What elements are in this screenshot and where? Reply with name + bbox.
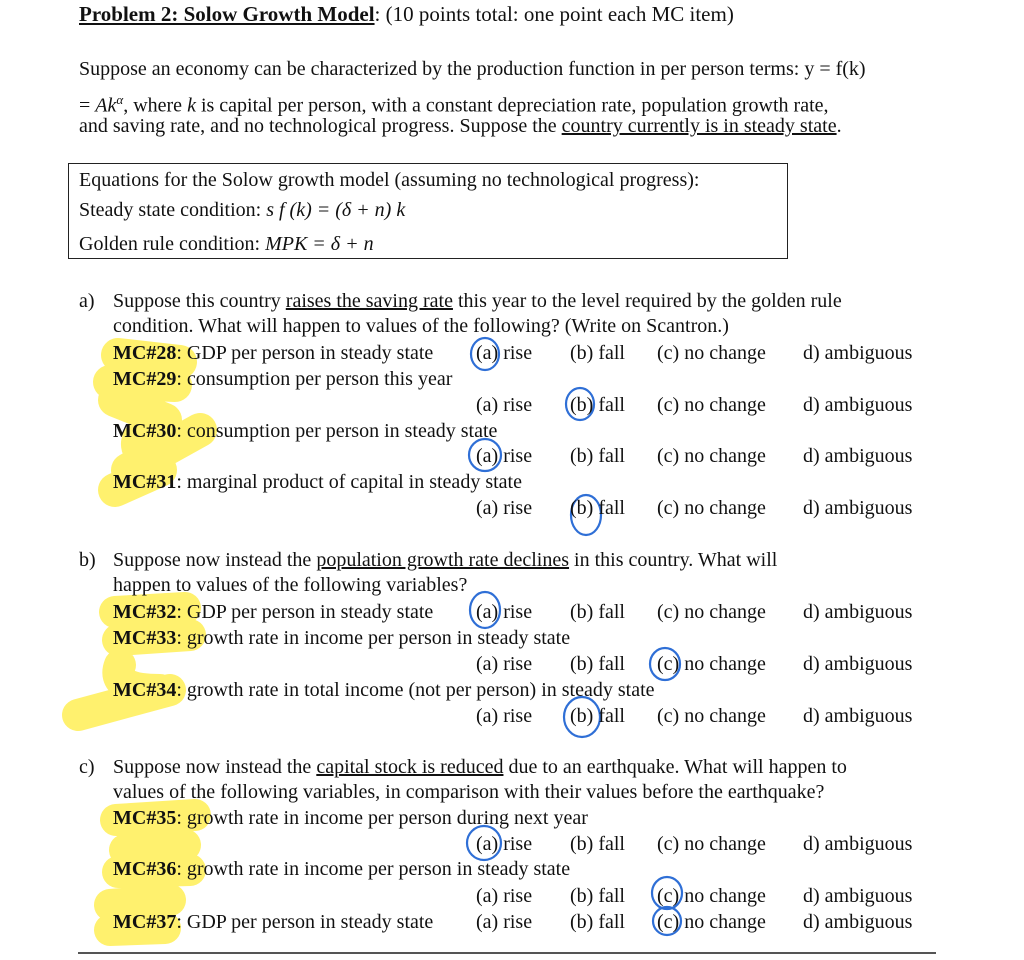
question-28-text: : GDP per person in steady state	[176, 342, 434, 364]
section-a-text-start: Suppose this country	[113, 290, 281, 312]
question-35-number: MC#35	[113, 807, 177, 829]
q35-option-c[interactable]: (c) no change	[657, 833, 766, 855]
q34-option-c[interactable]: (c) no change	[657, 705, 766, 727]
section-c-text-end: due to an earthquake. What will happen to	[508, 756, 847, 778]
question-37	[113, 910, 433, 934]
q33-option-c[interactable]: (c) no change	[657, 653, 766, 675]
q37-option-c[interactable]: (c) no change	[657, 911, 766, 933]
section-b-line-1	[113, 548, 777, 572]
question-33-text: : growth rate in income per person in steady state	[176, 627, 571, 649]
q36-option-a[interactable]: (a) rise	[476, 885, 533, 907]
q37-option-d[interactable]: d) ambiguous	[803, 911, 913, 933]
question-33-number: MC#33	[113, 627, 177, 649]
question-29	[113, 367, 452, 391]
section-c-line-2: values of the following variables, in comparison with their values before the earthquake?	[113, 781, 825, 803]
q34-option-d[interactable]: d) ambiguous	[803, 705, 913, 727]
steady-state-equation: s f (k) = (δ + n) k	[266, 199, 406, 221]
intro-k-var: k	[187, 94, 196, 117]
q34-option-a[interactable]: (a) rise	[476, 705, 533, 727]
q33-option-d[interactable]: d) ambiguous	[803, 653, 913, 675]
question-28	[113, 341, 433, 365]
section-a-line-1	[113, 289, 842, 313]
question-35	[113, 806, 588, 830]
q30-option-c[interactable]: (c) no change	[657, 445, 766, 467]
q28-option-d[interactable]: d) ambiguous	[803, 342, 913, 364]
section-b-text-end: in this country. What will	[574, 549, 778, 571]
intro-period: .	[836, 115, 842, 137]
q29-option-b[interactable]: (b) fall	[570, 394, 625, 416]
q36-option-d[interactable]: d) ambiguous	[803, 885, 913, 907]
section-b-underlined: population growth rate declines	[316, 549, 570, 571]
section-b-line-2: happen to values of the following variables?	[113, 574, 468, 596]
section-a-label: a)	[79, 290, 95, 312]
q35-option-d[interactable]: d) ambiguous	[803, 833, 913, 855]
question-30-number: MC#30	[113, 420, 177, 442]
steady-state-label: Steady state condition:	[79, 199, 262, 221]
question-29-text: : consumption per person this year	[176, 368, 453, 390]
section-a-line-2: condition. What will happen to values of the following? (Write on Scantron.)	[113, 315, 729, 337]
q37-option-b[interactable]: (b) fall	[570, 911, 625, 933]
q28-option-b[interactable]: (b) fall	[570, 342, 625, 364]
q31-option-d[interactable]: d) ambiguous	[803, 497, 913, 519]
q31-option-b[interactable]: (b) fall	[570, 497, 625, 519]
section-c-text-start: Suppose now instead the	[113, 756, 312, 778]
intro-formula: Ak	[95, 94, 117, 117]
q31-option-c[interactable]: (c) no change	[657, 497, 766, 519]
question-37-number: MC#37	[113, 911, 177, 933]
q34-option-b[interactable]: (b) fall	[570, 705, 625, 727]
q29-option-d[interactable]: d) ambiguous	[803, 394, 913, 416]
question-31-number: MC#31	[113, 471, 177, 493]
problem-points: : (10 points total: one point each MC item)	[374, 2, 734, 26]
q36-option-c[interactable]: (c) no change	[657, 885, 766, 907]
question-36	[113, 857, 570, 881]
q32-option-a[interactable]: (a) rise	[476, 601, 533, 623]
q31-option-a[interactable]: (a) rise	[476, 497, 533, 519]
q33-option-b[interactable]: (b) fall	[570, 653, 625, 675]
question-30	[113, 419, 497, 443]
q30-option-b[interactable]: (b) fall	[570, 445, 625, 467]
q33-option-a[interactable]: (a) rise	[476, 653, 533, 675]
question-36-text: : growth rate in income per person in steady state	[176, 858, 571, 880]
section-c-label: c)	[79, 756, 95, 778]
question-28-number: MC#28	[113, 342, 177, 364]
intro-formula-exponent: α	[116, 92, 124, 107]
intro-line-3-start: and saving rate, and no technological progress. Suppose the	[79, 115, 557, 137]
steady-state-condition	[79, 198, 405, 222]
section-a-text-end: this year to the level required by the golden rule	[457, 290, 842, 312]
q28-option-a[interactable]: (a) rise	[476, 342, 533, 364]
q35-option-a[interactable]: (a) rise	[476, 833, 533, 855]
question-32-number: MC#32	[113, 601, 177, 623]
question-30-text: : consumption per person in steady state	[176, 420, 498, 442]
question-37-text: : GDP per person in steady state	[176, 911, 434, 933]
question-34-text: : growth rate in total income (not per person) in steady state	[176, 679, 655, 701]
section-a-underlined: raises the saving rate	[285, 290, 453, 312]
section-c-underlined: capital stock is reduced	[316, 756, 504, 778]
question-34	[113, 678, 655, 702]
q37-option-a[interactable]: (a) rise	[476, 911, 533, 933]
question-36-number: MC#36	[113, 858, 177, 880]
q29-option-a[interactable]: (a) rise	[476, 394, 533, 416]
q32-option-b[interactable]: (b) fall	[570, 601, 625, 623]
q29-option-c[interactable]: (c) no change	[657, 394, 766, 416]
question-35-text: : growth rate in income per person during next year	[176, 807, 588, 829]
question-32-text: : GDP per person in steady state	[176, 601, 434, 623]
problem-title: Problem 2: Solow Growth Model	[79, 2, 375, 26]
question-34-number: MC#34	[113, 679, 177, 701]
q35-option-b[interactable]: (b) fall	[570, 833, 625, 855]
question-31-text: : marginal product of capital in steady state	[176, 471, 522, 493]
problem-header	[79, 2, 734, 26]
section-b-label: b)	[79, 549, 96, 571]
intro-line-3	[79, 114, 842, 138]
question-32	[113, 600, 433, 624]
intro-where: , where	[123, 94, 183, 117]
q36-option-b[interactable]: (b) fall	[570, 885, 625, 907]
q28-option-c[interactable]: (c) no change	[657, 342, 766, 364]
section-c-line-1	[113, 755, 847, 779]
question-29-number: MC#29	[113, 368, 177, 390]
bottom-divider	[78, 952, 936, 954]
q30-option-a[interactable]: (a) rise	[476, 445, 533, 467]
intro-line-1: Suppose an economy can be characterized by the production function in per person terms: y = f(k)	[79, 58, 866, 80]
question-33	[113, 626, 570, 650]
intro-equals: =	[79, 94, 91, 117]
intro-steady-state-phrase: country currently is in steady state	[561, 115, 837, 137]
intro-line-2-rest: is capital per person, with a constant depreciation rate, population growth rate,	[200, 94, 829, 117]
q32-option-d[interactable]: d) ambiguous	[803, 601, 913, 623]
q30-option-d[interactable]: d) ambiguous	[803, 445, 913, 467]
golden-rule-condition	[79, 232, 374, 256]
golden-rule-equation: MPK = δ + n	[265, 233, 374, 255]
equations-title: Equations for the Solow growth model (assuming no technological progress):	[79, 169, 700, 191]
golden-rule-label: Golden rule condition:	[79, 233, 261, 255]
question-31	[113, 470, 522, 494]
q32-option-c[interactable]: (c) no change	[657, 601, 766, 623]
section-b-text-start: Suppose now instead the	[113, 549, 312, 571]
